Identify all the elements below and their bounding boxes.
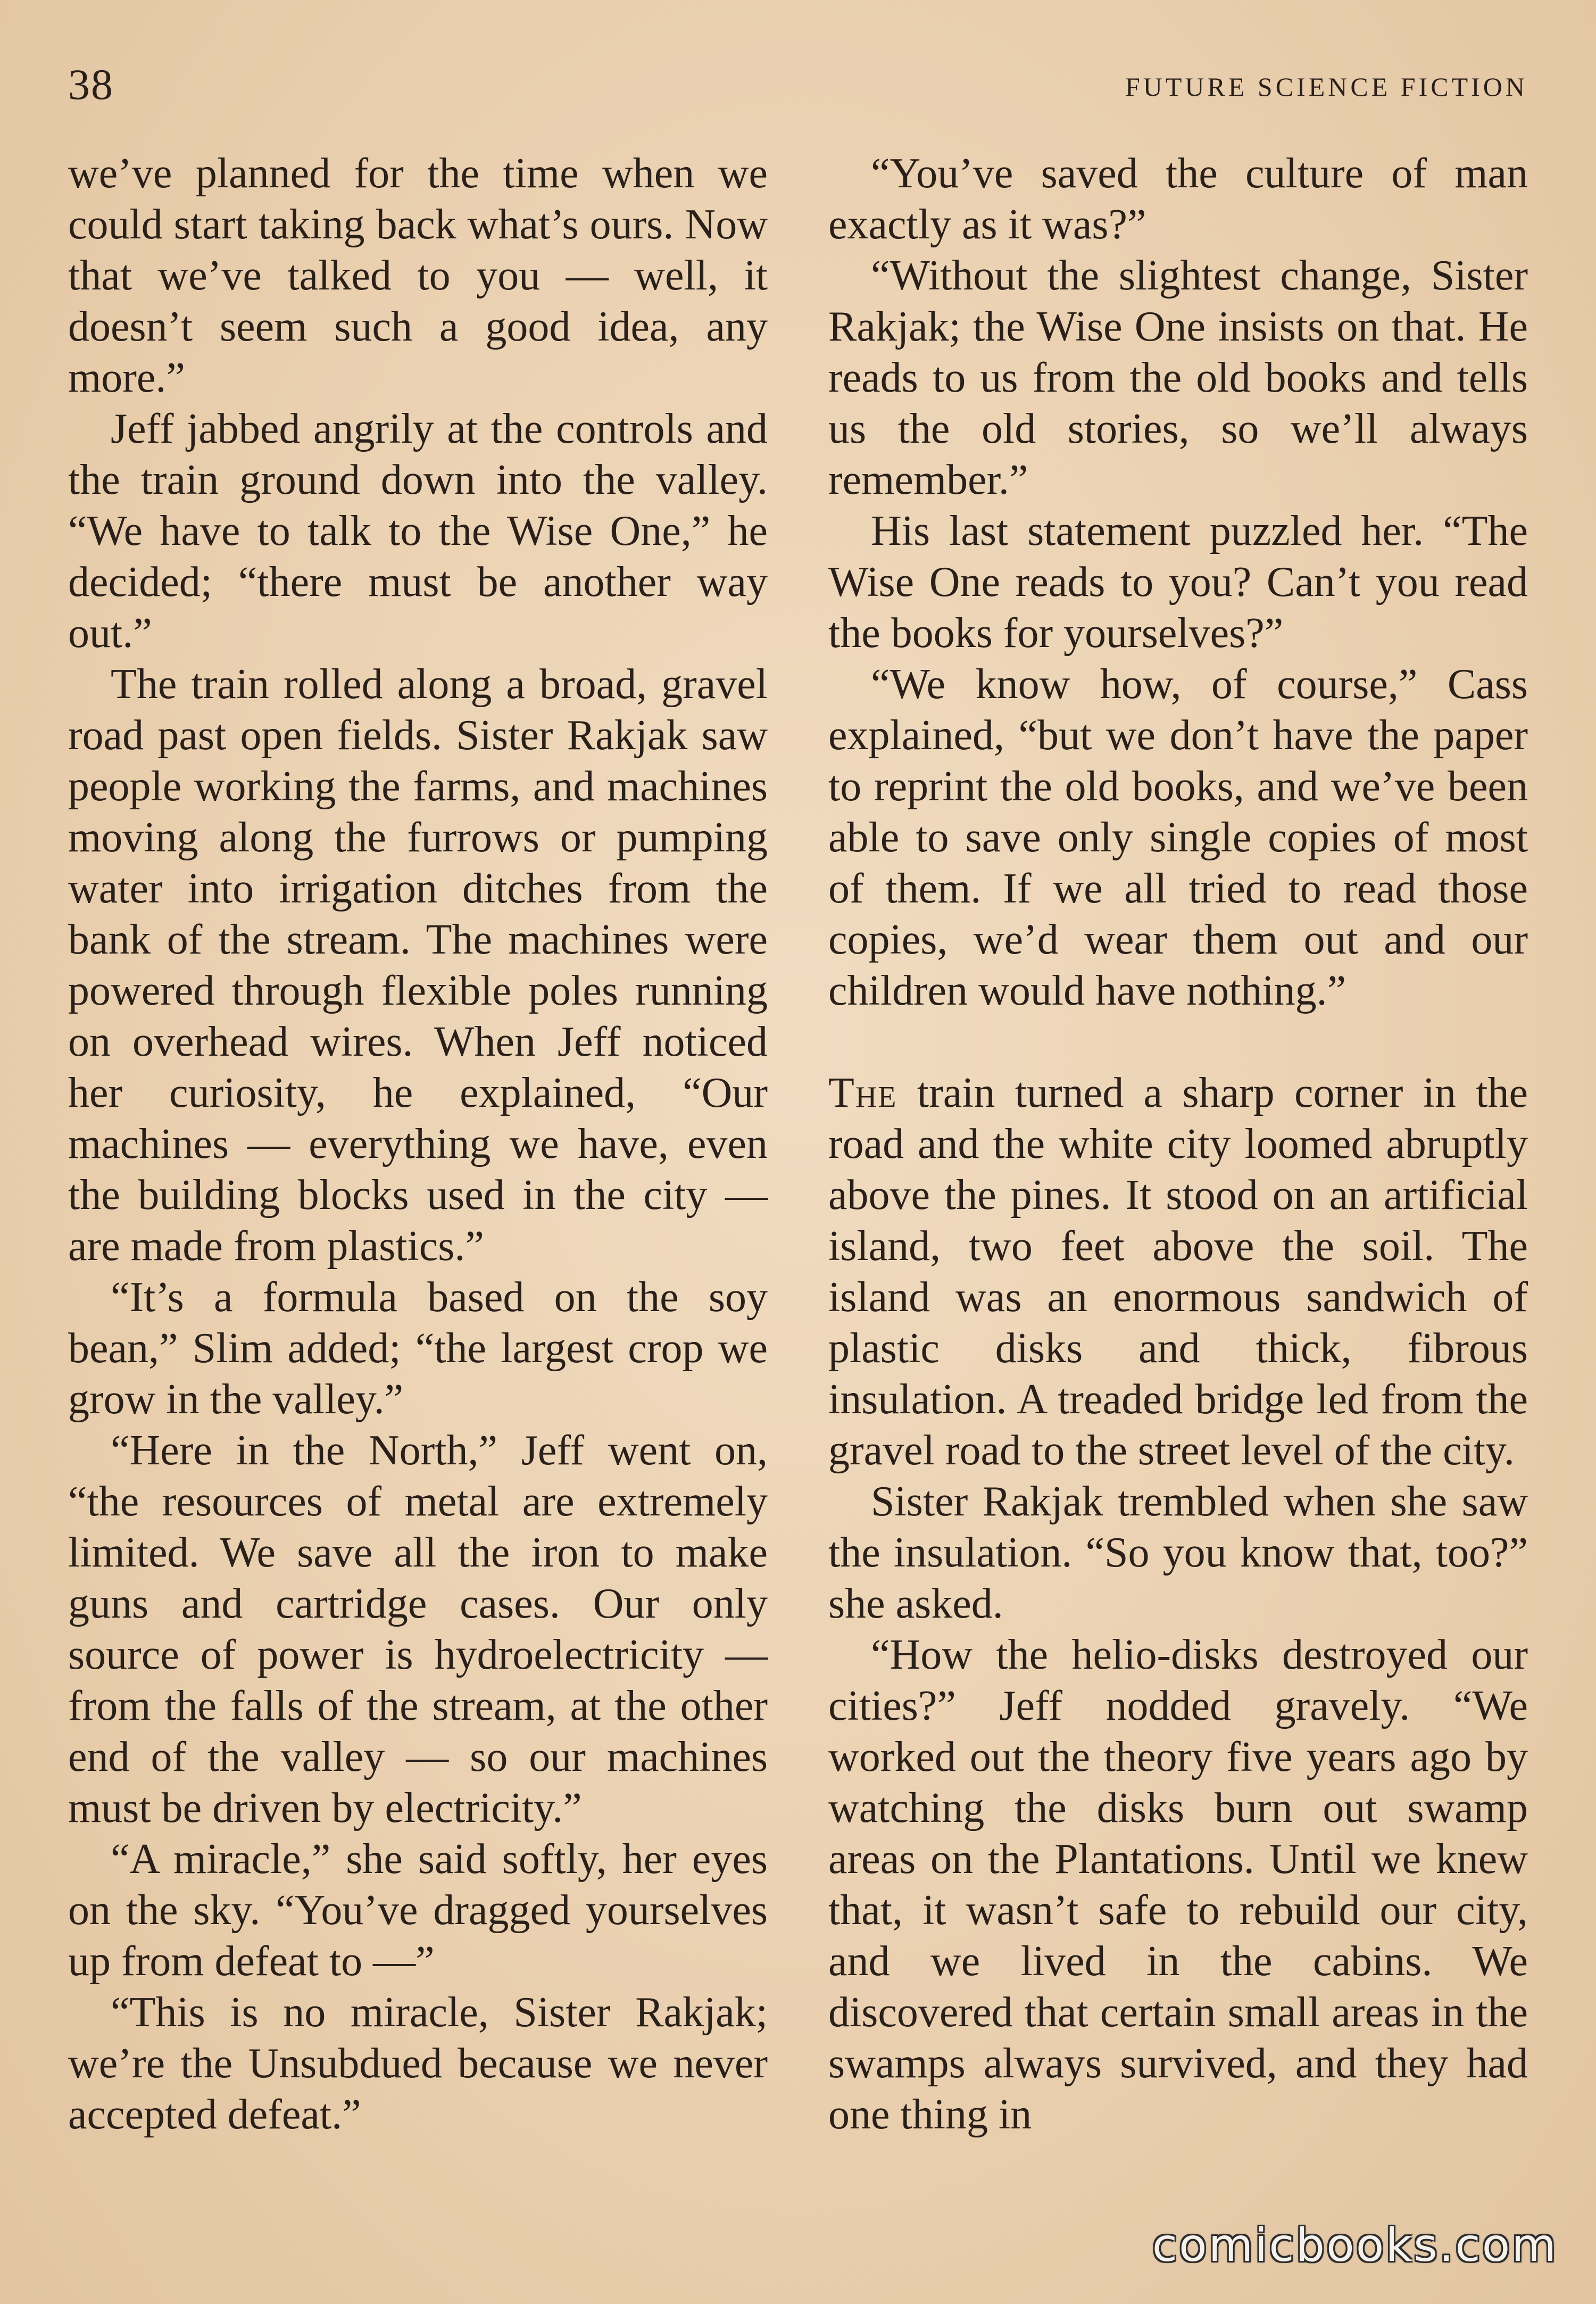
paragraph: “It’s a formula based on the soy bean,” Slim added; “the largest crop we grow in the valley.” <box>68 1274 768 1423</box>
paragraph: “Here in the North,” Jeff went on, “the resources of metal are extremely limited. We save all the iron to make guns and cartridge cases. Our only source of power is hydroelectricity — from the falls of the stream, at the other end of the valley — so our machines must be driven by electricity.” <box>68 1427 768 1831</box>
paragraph: “A miracle,” she said softly, her eyes on the sky. “You’ve dragged yourselves up from defeat to —” <box>68 1836 768 1985</box>
watermark: comicbooks.com <box>1152 2219 1558 2272</box>
section-lead-word: The <box>828 1070 897 1116</box>
paragraph: “This is no miracle, Sister Rakjak; we’re the Unsubdued because we never accepted defeat.” <box>68 1989 768 2138</box>
page-number: 38 <box>68 60 114 109</box>
paragraph: Jeff jabbed angrily at the controls and the train ground down into the valley. “We have to talk to the Wise One,” he decided; “there must be another way out.” <box>68 405 768 657</box>
left-column <box>68 148 768 2140</box>
paragraph: The train rolled along a broad, gravel road past open fields. Sister Rakjak saw people working the farms, and machines moving along the furrows or pumping water into irrigation ditches from the bank of the stream. The machines were powered through flexible poles running on overhead wires. When Jeff noticed her curiosity, he explained, “Our machines — everything we have, even the building blocks used in the city — are made from plastics.” <box>68 661 768 1270</box>
running-head: FUTURE SCIENCE FICTION <box>1125 72 1528 102</box>
paragraph: “How the helio-disks destroyed our cities?” Jeff nodded gravely. “We worked out the theory five years ago by watching the disks burn out swamp areas on the Plantations. Until we knew that, it wasn’t safe to rebuild our city, and we lived in the cabins. We discovered that certain small areas in the swamps always survived, and they had one thing in <box>828 1631 1528 2138</box>
paragraph: His last statement puzzled her. “The Wise One reads to you? Can’t you read the books for yourselves?” <box>828 508 1528 657</box>
right-column <box>828 148 1528 2140</box>
paragraph: we’ve planned for the time when we could start taking back what’s ours. Now that we’ve talked to you — well, it doesn’t seem such a good idea, any more.” <box>68 150 768 401</box>
paragraph: “We know how, of course,” Cass explained, “but we don’t have the paper to reprint the old books, and we’ve been able to save only single copies of most of them. If we all tried to read those copies, we’d wear them out and our children would have nothing.” <box>828 661 1528 1014</box>
paragraph: “You’ve saved the culture of man exactly as it was?” <box>828 150 1528 248</box>
paragraph: “Without the slightest change, Sister Rakjak; the Wise One insists on that. He reads to us from the old books and tells us the old stories, so we’ll always remember.” <box>828 252 1528 503</box>
section-paragraph-text: train turned a sharp corner in the road and the white city loomed abruptly above the pines. It stood on an artificial island, two feet above the soil. The island was an enormous sandwich of plastic disks and thick, fibrous insulation. A treaded bridge led from the gravel road to the street level of the city. <box>828 1070 1528 1474</box>
paragraph: Sister Rakjak trembled when she saw the insulation. “So you know that, too?” she asked. <box>828 1478 1528 1627</box>
section-paragraph <box>828 1067 1528 1476</box>
